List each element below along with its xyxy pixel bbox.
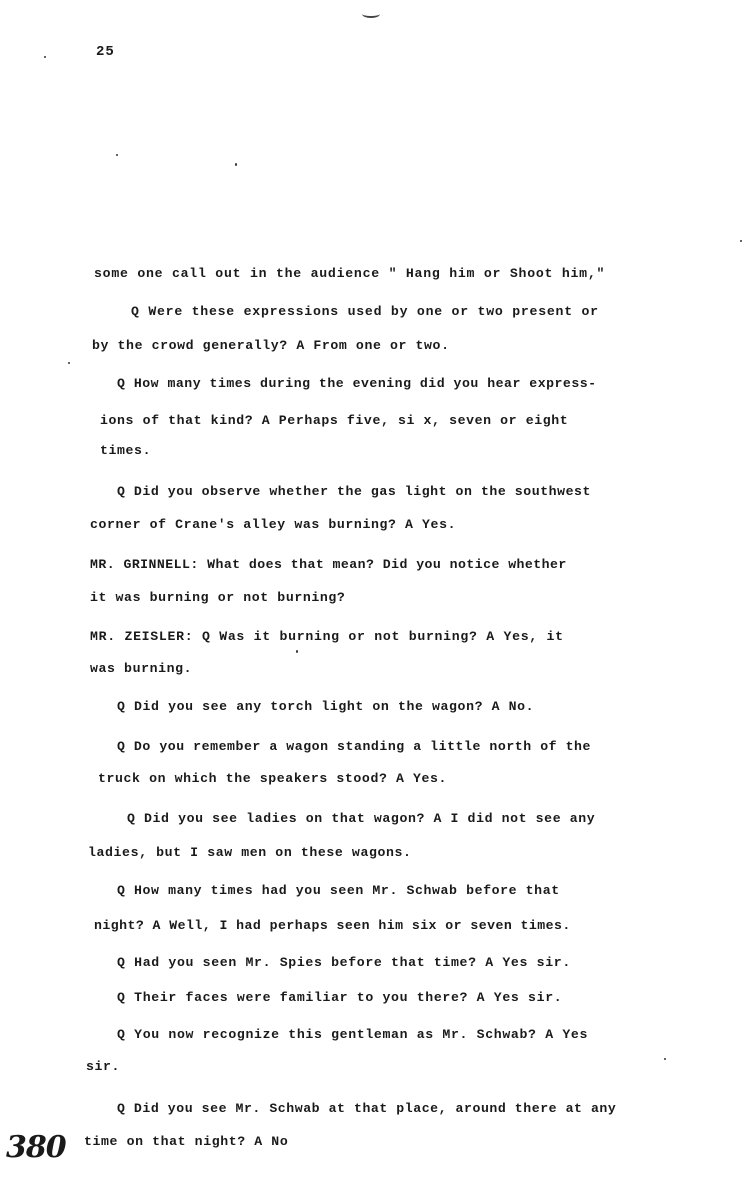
transcript-line-14: Q Do you remember a wagon standing a little north of the <box>117 739 591 754</box>
transcript-line-6: times. <box>100 443 152 458</box>
speck <box>740 240 742 242</box>
speck <box>664 1058 666 1060</box>
transcript-line-18: Q How many times had you seen Mr. Schwab before that <box>117 883 560 898</box>
transcript-line-23: sir. <box>86 1059 121 1074</box>
transcript-line-12: was burning. <box>90 661 193 676</box>
transcript-line-22: Q You now recognize this gentleman as Mr. Schwab? A Yes <box>117 1027 589 1042</box>
transcript-line-9: MR. GRINNELL: What does that mean? Did you notice whether <box>90 557 567 572</box>
transcript-line-17: ladies, but I saw men on these wagons. <box>88 845 412 860</box>
speck <box>296 650 298 653</box>
transcript-line-1: some one call out in the audience " Hang him or Shoot him," <box>94 266 606 281</box>
transcript-line-13: Q Did you see any torch light on the wagon? A No. <box>117 699 535 714</box>
speck <box>44 56 46 58</box>
transcript-line-3: by the crowd generally? A From one or two. <box>92 338 450 353</box>
speck <box>235 163 237 166</box>
transcript-line-16: Q Did you see ladies on that wagon? A I did not see any <box>127 811 596 826</box>
transcript-line-5: ions of that kind? A Perhaps five, si x, seven or eight <box>100 413 569 428</box>
transcript-line-15: truck on which the speakers stood? A Yes. <box>98 771 448 786</box>
speck <box>116 154 118 156</box>
transcript-line-10: it was burning or not burning? <box>90 590 346 605</box>
page-number: 25 <box>96 44 115 60</box>
transcript-line-11: MR. ZEISLER: Q Was it burning or not burning? A Yes, it <box>90 629 564 644</box>
top-pencil-mark <box>362 10 380 18</box>
handwritten-margin-number: 380 <box>6 1130 66 1165</box>
speck <box>68 362 70 364</box>
transcript-line-2: Q Were these expressions used by one or two present or <box>131 304 599 319</box>
transcript-line-24: Q Did you see Mr. Schwab at that place, around there at any <box>117 1101 617 1116</box>
transcript-line-7: Q Did you observe whether the gas light on the southwest <box>117 484 591 499</box>
transcript-line-8: corner of Crane's alley was burning? A Yes. <box>90 517 457 532</box>
transcript-line-19: night? A Well, I had perhaps seen him six or seven times. <box>94 918 571 933</box>
transcript-line-25: time on that night? A No <box>84 1134 289 1149</box>
transcript-line-4: Q How many times during the evening did you hear express- <box>117 376 597 391</box>
transcript-line-20: Q Had you seen Mr. Spies before that time? A Yes sir. <box>117 955 571 970</box>
transcript-line-21: Q Their faces were familiar to you there? A Yes sir. <box>117 990 563 1005</box>
